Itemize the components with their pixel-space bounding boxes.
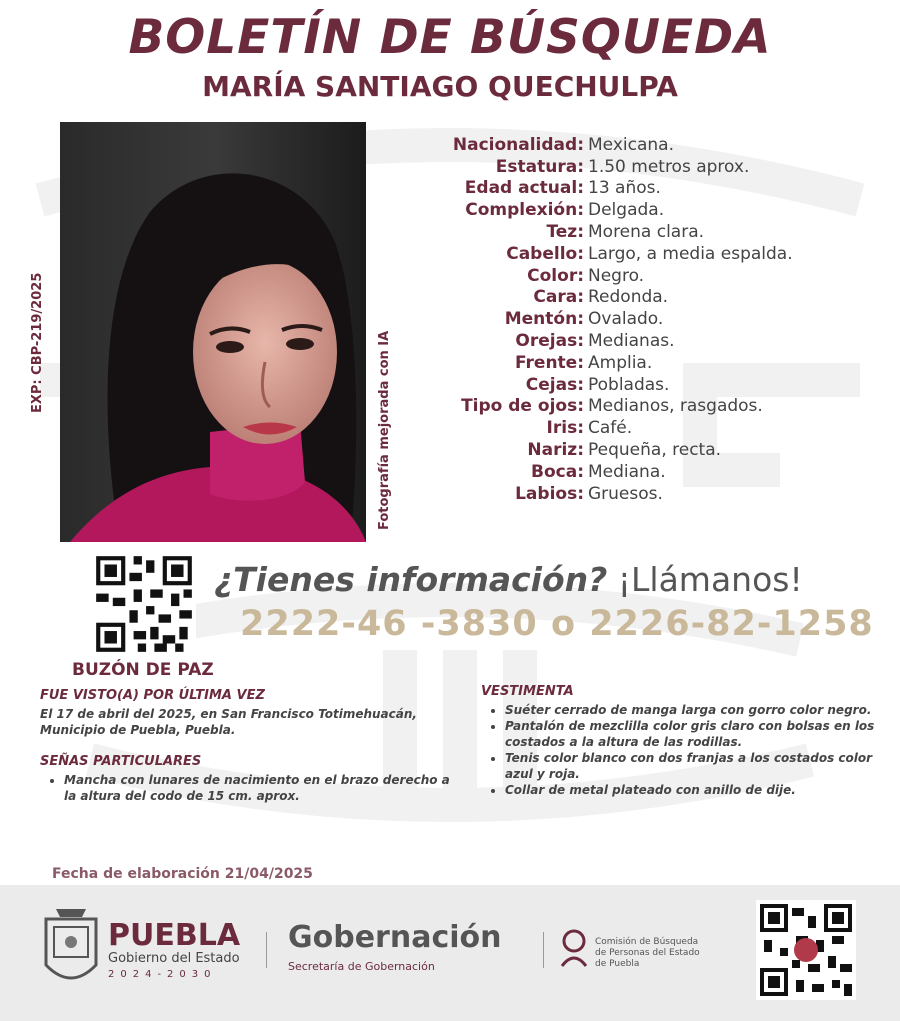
call-prompt: ¡Llámanos! xyxy=(617,560,803,599)
particular-signs-list xyxy=(40,772,465,804)
attribute-row xyxy=(400,352,890,374)
comision-busqueda-text xyxy=(595,937,715,970)
attribute-value: Negro. xyxy=(588,265,645,286)
attribute-row xyxy=(400,199,890,221)
divider xyxy=(543,932,544,968)
attribute-value: Café. xyxy=(588,418,633,439)
attribute-label: Estatura: xyxy=(495,156,584,177)
attribute-label: Labios: xyxy=(515,483,584,504)
attribute-value: Ovalado. xyxy=(588,309,664,330)
particular-signs-heading: SEÑAS PARTICULARES xyxy=(40,754,202,769)
info-prompt xyxy=(214,560,803,599)
attribute-label: Tez: xyxy=(546,222,584,243)
attribute-label: Cabello: xyxy=(506,243,584,264)
attribute-label: Tipo de ojos: xyxy=(461,396,584,417)
attribute-value: Mexicana. xyxy=(588,134,674,155)
clothing-heading: VESTIMENTA xyxy=(481,684,574,699)
attribute-value: Medianas. xyxy=(588,331,675,352)
gobernacion-subtitle: Secretaría de Gobernación xyxy=(288,960,435,973)
attribute-label: Frente: xyxy=(515,352,584,373)
phone-separator: o xyxy=(550,604,577,644)
attribute-value: Medianos, rasgados. xyxy=(588,396,763,417)
attribute-value: Morena clara. xyxy=(588,222,705,243)
comision-line: Comisión de Búsqueda xyxy=(595,937,699,947)
list-item: • Suéter cerrado de manga larga con gorro color negro. xyxy=(505,702,886,718)
attribute-value: Pequeña, recta. xyxy=(588,440,722,461)
attribute-row xyxy=(400,439,890,461)
comision-line: de Puebla xyxy=(595,959,640,969)
clothing-list xyxy=(481,702,886,798)
attribute-value: 13 años. xyxy=(588,178,661,199)
clothing-section xyxy=(481,684,886,798)
attribute-label: Boca: xyxy=(531,461,584,482)
attribute-label: Cejas: xyxy=(525,374,584,395)
attribute-row xyxy=(400,308,890,330)
attribute-row xyxy=(400,287,890,309)
missing-person-photo xyxy=(60,122,366,542)
phone-numbers xyxy=(240,604,874,644)
attribute-row xyxy=(400,330,890,352)
phone-number-1[interactable]: 2222-46 -3830 xyxy=(240,604,538,644)
attribute-label: Nariz: xyxy=(527,440,584,461)
bulletin-title: BOLETÍN DE BÚSQUEDA xyxy=(128,10,772,65)
attribute-label: Complexión: xyxy=(465,200,584,221)
attribute-row xyxy=(400,461,890,483)
attribute-row xyxy=(400,483,890,505)
details-left xyxy=(40,688,465,804)
attribute-row xyxy=(400,243,890,265)
attribute-value: 1.50 metros aprox. xyxy=(588,156,750,177)
list-item: • Mancha con lunares de nacimiento en el brazo derecho a la altura del codo de 15 cm. aprox. xyxy=(64,772,465,804)
attribute-row xyxy=(400,134,890,156)
attribute-row xyxy=(400,156,890,178)
attribute-row xyxy=(400,178,890,200)
attribute-label: Edad actual: xyxy=(464,178,584,199)
attribute-row xyxy=(400,265,890,287)
comision-qr-code[interactable] xyxy=(756,900,856,1000)
attribute-label: Cara: xyxy=(533,287,584,308)
phone-number-2[interactable]: 2226-82-1258 xyxy=(589,604,874,644)
case-number: EXP: CBP-219/2025 xyxy=(30,272,45,413)
creation-date: Fecha de elaboración 21/04/2025 xyxy=(52,866,313,882)
attribute-label: Nacionalidad: xyxy=(452,134,584,155)
gobernacion-logo-text: Gobernación xyxy=(288,920,502,955)
attribute-row xyxy=(400,374,890,396)
puebla-subtitle: Gobierno del Estado xyxy=(108,951,240,966)
last-seen-text: El 17 de abril del 2025, en San Francisco Totimehuacán, Municipio de Puebla, Puebla. xyxy=(40,707,417,737)
list-item: • Collar de metal plateado con anillo de dije. xyxy=(505,782,886,798)
attribute-row xyxy=(400,221,890,243)
attribute-value: Amplia. xyxy=(588,352,653,373)
last-seen-heading: FUE VISTO(A) POR ÚLTIMA VEZ xyxy=(40,688,265,703)
attribute-label: Iris: xyxy=(546,418,584,439)
comision-busqueda-icon xyxy=(558,928,590,968)
physical-attributes xyxy=(400,134,890,505)
attribute-label: Color: xyxy=(527,265,584,286)
state-coat-of-arms-icon xyxy=(42,905,100,993)
attribute-row xyxy=(400,396,890,418)
list-item: • Pantalón de mezclilla color gris claro con bolsas en los costados a la altura de las rodillas. xyxy=(505,718,886,750)
attribute-label: Mentón: xyxy=(504,309,584,330)
attribute-value: Gruesos. xyxy=(588,483,663,504)
attribute-value: Largo, a media espalda. xyxy=(588,243,793,264)
attribute-label: Orejas: xyxy=(515,331,584,352)
puebla-years: 2024-2030 xyxy=(108,969,217,980)
info-question: ¿Tienes información? xyxy=(214,560,608,599)
buzon-de-paz-label: BUZÓN DE PAZ xyxy=(72,660,214,680)
attribute-row xyxy=(400,417,890,439)
puebla-logo-text: PUEBLA xyxy=(108,918,241,953)
attribute-value: Delgada. xyxy=(588,200,665,221)
missing-person-name: MARÍA SANTIAGO QUECHULPA xyxy=(202,70,678,103)
comision-line: de Personas del Estado xyxy=(595,948,700,958)
ai-enhanced-note: Fotografía mejorada con IA xyxy=(377,330,392,530)
divider xyxy=(266,932,267,968)
list-item: • Tenis color blanco con dos franjas a los costados color azul y roja. xyxy=(505,750,886,782)
attribute-value: Redonda. xyxy=(588,287,669,308)
buzon-de-paz-qr-code[interactable] xyxy=(92,552,196,656)
attribute-value: Pobladas. xyxy=(588,374,670,395)
attribute-value: Mediana. xyxy=(588,461,666,482)
